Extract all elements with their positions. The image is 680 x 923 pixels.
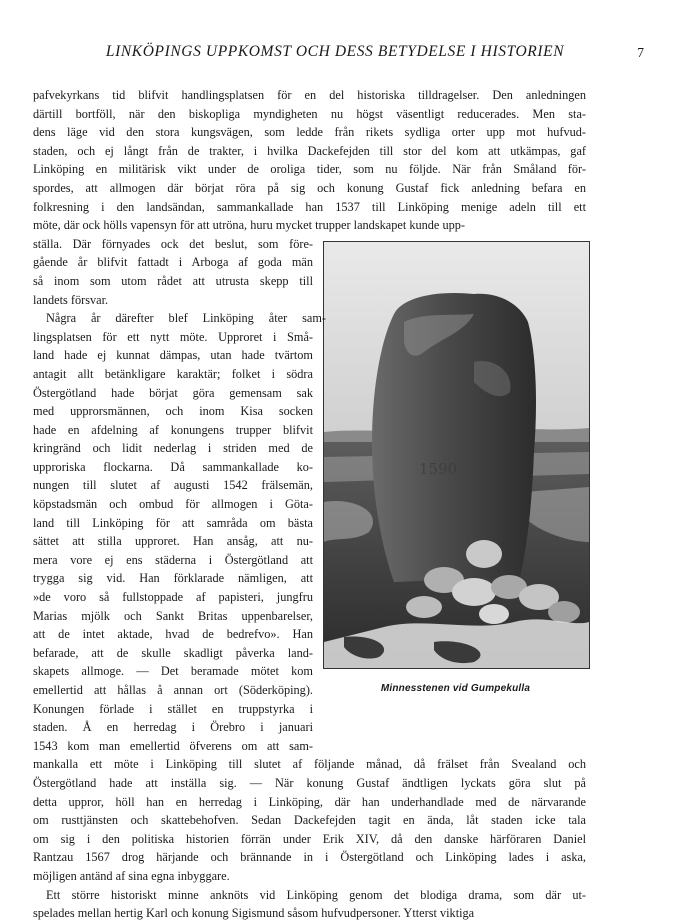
text-line: lingsplatsen för ett nytt möte. Upproret i Små- (33, 329, 313, 344)
text-line: 1543 kom man emellertid öfverens om att sam- (33, 738, 313, 753)
text-line: Linköping en militärisk vikt under de oroliga tider, som nu följde. När från Småland för- (33, 162, 586, 177)
text-line: Ett större historiskt minne anknöts vid Linköping genom det blodiga drama, som där ut- (46, 887, 586, 902)
text-line: skapets allmoge. — Det beramade mötet kom (33, 664, 313, 679)
text-line: med upprorsmännen, och inom Kisa socken (33, 404, 313, 419)
text-line: »de voro så fullstoppade af papisteri, jungfru (33, 590, 313, 605)
text-line: upproriska flockarna. Då sammankallade ko- (33, 459, 313, 474)
figure-caption: Minnesstenen vid Gumpekulla (380, 683, 531, 694)
text-line: Konungen förlade i stället en truppstyrka i (33, 701, 313, 716)
text-line: om rusttjänsten och skattebehofven. Sedan Dackefejden tagit en ända, låt staden icke tala (33, 813, 586, 828)
text-line: spordes, att allmogen där börjat röra på sig och konung Gustaf fick anledning befara en (33, 180, 586, 195)
page-header (40, 42, 650, 66)
running-head: LINKÖPINGS UPPKOMST OCH DESS BETYDELSE I HISTORIEN (105, 43, 565, 60)
text-line: emellertid att hållas å annan ort (Söderköping). (33, 683, 313, 697)
text-line: mera vore ej ens städerna i Östergötland att (33, 552, 313, 567)
text-line: kringränd och lidit nederlag i striden med de (33, 441, 313, 456)
text-line: trygga sig vid. Han förklarade nämligen, att (33, 571, 313, 586)
text-line: hade en afdelning af konungens trupper blifvit (33, 422, 313, 437)
text-line: Rantzau 1567 drog härjande och brännande in i Östergötland och Linköping lades i aska, (33, 850, 586, 865)
text-line: köpstadsmän och ombud för allmogen i Göta- (33, 497, 313, 512)
text-line: sättet att stilla upproret. Han ansåg, att nu- (33, 534, 313, 549)
text-line: pafvekyrkans tid blifvit handlingsplatsen för en del historiska tilldragelser. Den anledningen (33, 88, 586, 102)
text-line: så inom som utom rådet att utrusta skepp till (33, 273, 313, 288)
text-line: dens läge vid den stora kungsvägen, som ledde från rikets sydliga orter upp mot hufvud- (33, 125, 586, 140)
text-line: folkresning i den landsändan, sammankallade han 1537 till Linköping menige adeln till ett (33, 199, 586, 214)
text-line: staden. Å en herredag i Örebro i januari (33, 720, 313, 735)
text-line: om sig i den politiska historien förrän under Erik XIV, då den danske härföraren Daniel (33, 831, 586, 846)
text-line: gående år blifvit fattadt i Arboga af goda män (33, 255, 313, 270)
text-line: befarade, att de skulle skadligt påverka land- (33, 645, 313, 660)
text-line: Östergötland hade att inställa sig. — När konung Gustaf ändtligen lyckats göra slut på (33, 775, 586, 790)
text-line: nungen till slutet af augusti 1542 frälsemän, (33, 478, 313, 493)
text-line: land till Linköping för att samråda om bästa (33, 515, 313, 530)
text-line: möjligen antänd af sina egna inbyggare. (33, 868, 230, 883)
text-line: Marias mjölk och Sankt Britas uppenbarelser, (33, 608, 313, 623)
text-line: mankalla ett möte i Linköping till slutet af följande månad, då frälset från Svealand och (33, 757, 586, 772)
text-line: att de intet aktade, hvad de bedrefvo». Han (33, 627, 313, 642)
page-number: 7 (637, 45, 644, 60)
body-text (33, 86, 586, 923)
stone-inscription: 1590 (419, 460, 458, 478)
text-line: land hade ej kunnat dämpas, utan hade tvärtom (33, 348, 313, 363)
text-line: därtill bortföll, när den biskopliga myndigheten nu högst väsentligt reducerades. Men sta- (33, 106, 586, 121)
text-line: ställa. Där förnyades ock det beslut, som före- (33, 236, 313, 251)
text-line: staden, och ej långt från de trakter, i hvilka Dackefejden till stor del kom att utkämpas, gaf (33, 143, 586, 158)
text-line: Några år därefter blef Linköping åter sam- (46, 311, 326, 326)
text-line: landets försvar. (33, 292, 109, 307)
text-line: möte, där ock hölls vapensyn för att utröna, huru mycket trupper landskapet kunde upp- (33, 218, 465, 233)
text-line: spelades mellan hertig Karl och konung Sigismund såsom hufvudpersoner. Ytterst viktiga (33, 906, 475, 921)
text-line: detta uppror, höll han en herredag i Linköping, där han underhandlade med de närvarande (33, 794, 586, 809)
text-line: Östergötland hade börjat göra gemensam sak (33, 385, 313, 400)
text-line: antagit allt betänkligare karaktär; folket i södra (33, 366, 313, 381)
